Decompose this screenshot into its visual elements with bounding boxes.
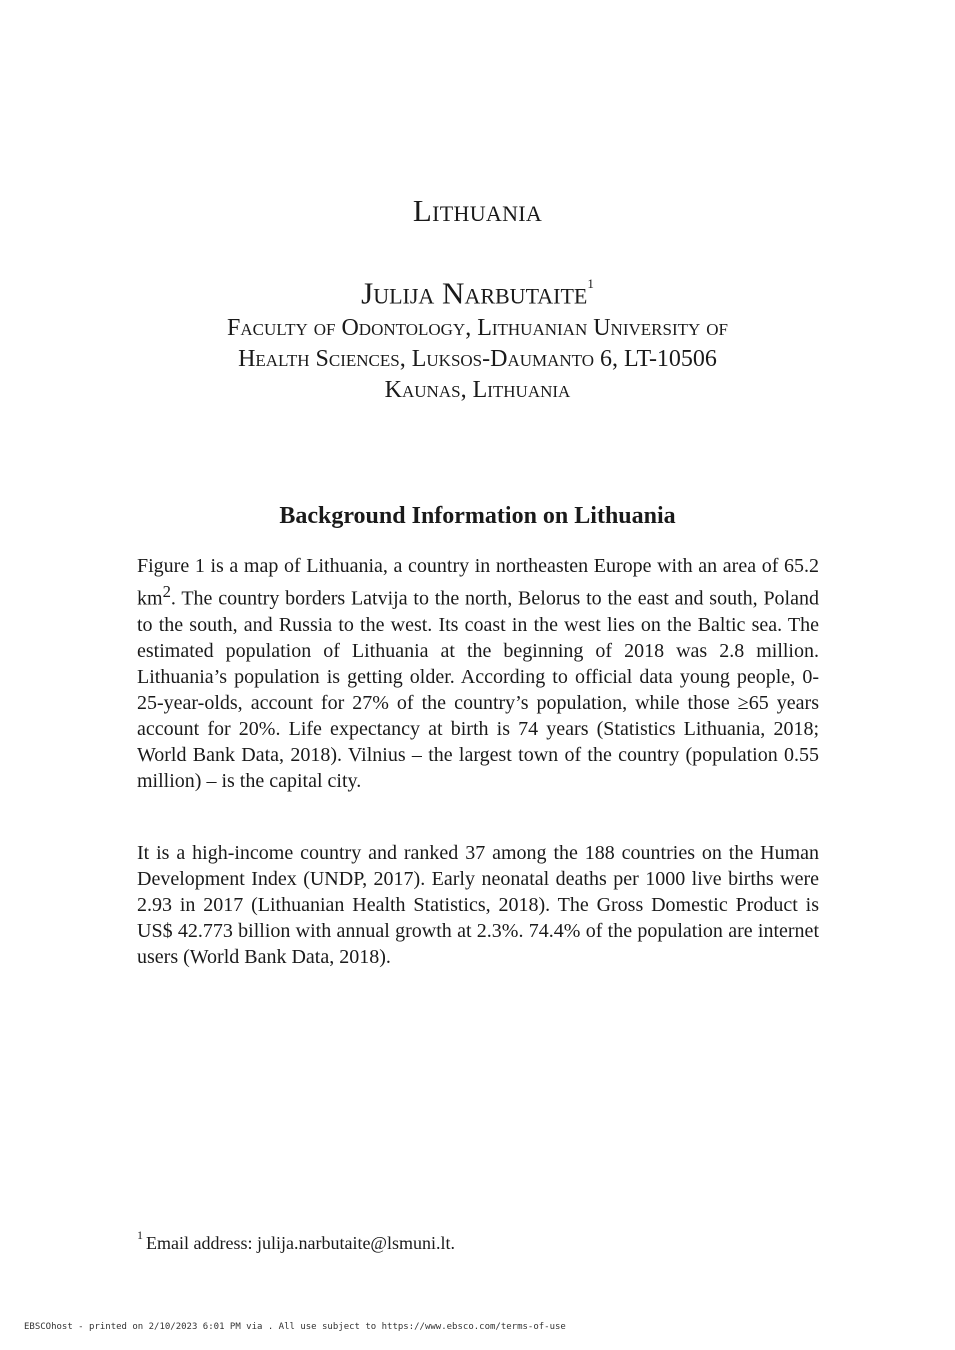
footnote [137,1228,456,1254]
affiliation-line-3: Kaunas, Lithuania [384,377,571,404]
paragraph-1 [137,553,819,794]
print-footer: EBSCOhost - printed on 2/10/2023 6:01 PM via . All use subject to https://www.ebsco.com/terms-of-use [24,1322,566,1332]
section-heading: Background Information on Lithuania [279,503,676,529]
author-block [0,268,955,406]
author-name [0,268,955,313]
footnote-marker: 1 [137,1228,143,1242]
author-footnote-marker: 1 [587,276,594,291]
paragraph-1-start: Figure 1 is a map of Lithuania, a country in northeasten Europe with an area of 65.2 km [137,555,819,610]
chapter-title: Lithuania [412,193,543,228]
paragraph-1-rest: . The country borders Latvija to the north, Belorus to the east and south, Poland to the south, and Russia to the west. Its coast in the west lies on the Baltic sea. The estimated population of Lithuania at the beginning of 2018 was 2.8 million. Lithuania’s population is getting older. According to official data young people, 0-25-year-olds, account for 27% of the country’s population, while those ≥65 years account for 20%. Life expectancy at birth is 74 years (Statistics Lithuania, 2018; World Bank Data, 2018). Vilnius – the largest town of the country (population 0.55 million) – is the capital city. [137,587,819,792]
footnote-text: Email address: julija.narbutaite@lsmuni.lt. [146,1233,456,1253]
paragraph-2: It is a high-income country and ranked 37 among the 188 countries on the Human Development Index (UNDP, 2017). Early neonatal deaths per 1000 live births were 2.93 in 2017 (Lithuanian Health Statistics, 2018). The Gross Domestic Product is US$ 42.773 billion with annual growth at 2.3%. 74.4% of the population are internet users (World Bank Data, 2018). [137,842,819,968]
affiliation-line-2: Health Sciences, Luksos-Daumanto 6, LT-10506 [238,346,717,373]
superscript-2: 2 [162,582,171,601]
author-name-text: Julija Narbutaite [361,275,588,311]
affiliation-line-1: Faculty of Odontology, Lithuanian University of [227,315,728,342]
